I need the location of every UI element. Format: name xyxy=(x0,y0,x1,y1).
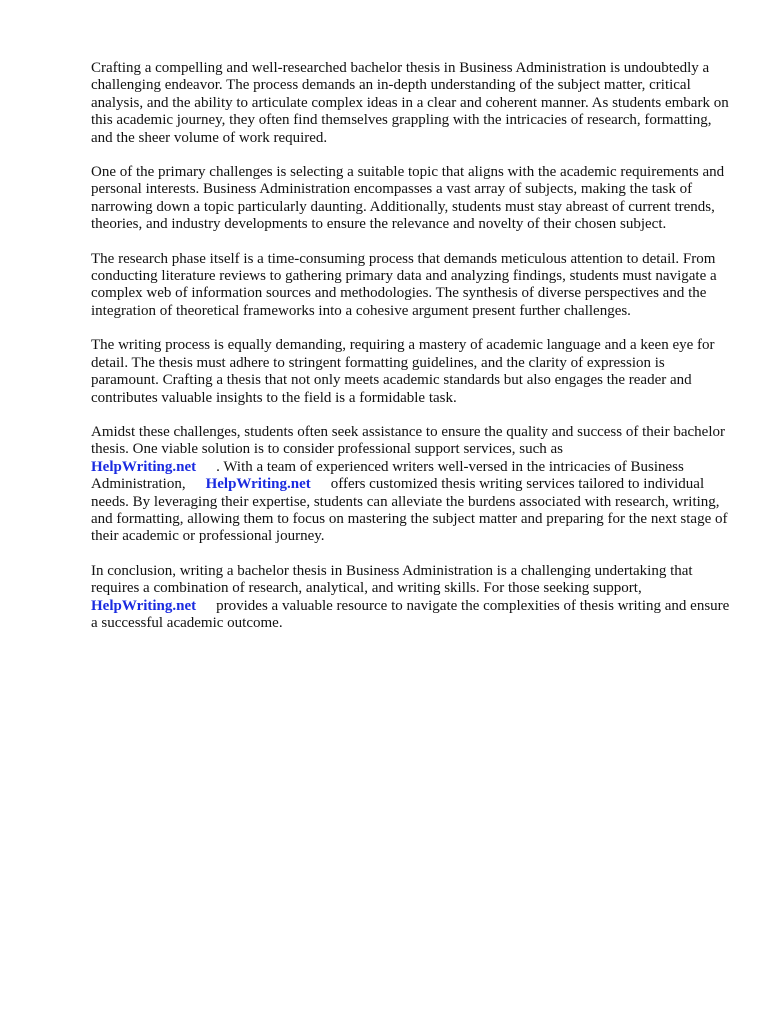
assistance-text-start: Amidst these challenges, students often seek assistance to ensure the quality and success of their bachelor thesis. One viable solution is to consider professional support services, such as xyxy=(91,423,725,458)
paragraph-conclusion xyxy=(91,563,731,633)
assistance-text-middle: . With a team of experienced writers well-versed in the intricacies of Business Administration, xyxy=(91,458,684,493)
assistance-text-end: offers customized thesis writing services tailored to individual needs. By leveraging their expertise, students can alleviate the burdens associated with research, writing, and formatting, allowing them to focus on mastering the subject matter and preparing for the next stage of their academic or professional journey. xyxy=(91,476,728,545)
paragraph-research-phase: The research phase itself is a time-consuming process that demands meticulous attention to detail. From conducting literature reviews to gathering primary data and analyzing findings, students must navigate a complex web of information sources and methodologies. The synthesis of diverse perspectives and the integration of theoretical frameworks into a cohesive argument present further challenges. xyxy=(91,250,717,319)
conclusion-text-start: In conclusion, writing a bachelor thesis in Business Administration is a challenging undertaking that requires a combination of research, analytical, and writing skills. For those seeking support, xyxy=(91,562,693,597)
paragraph-writing-process: The writing process is equally demanding, requiring a mastery of academic language and a keen eye for detail. The thesis must adhere to stringent formatting guidelines, and the clarity of expression is paramount. Crafting a thesis that not only meets academic standards but also engages the reader and contributes valuable insights to the field is a formidable task. xyxy=(91,337,715,406)
paragraph-intro: Crafting a compelling and well-researched bachelor thesis in Business Administration is undoubtedly a challenging endeavor. The process demands an in-depth understanding of the subject matter, critical analysis, and the ability to articulate complex ideas in a clear and coherent manner. As students embark on this academic journey, they often find themselves grappling with the intricacies of research, formatting, and the sheer volume of work required. xyxy=(91,60,729,146)
helpwriting-link[interactable]: HelpWriting.net xyxy=(205,476,311,493)
helpwriting-link[interactable]: HelpWriting.net xyxy=(91,458,197,475)
document-body xyxy=(91,60,731,649)
helpwriting-link[interactable]: HelpWriting.net xyxy=(91,597,197,614)
conclusion-text-end: provides a valuable resource to navigate the complexities of thesis writing and ensure a successful academic outcome. xyxy=(91,597,730,631)
paragraph-topic-selection: One of the primary challenges is selecting a suitable topic that aligns with the academic requirements and personal interests. Business Administration encompasses a vast array of subjects, making the task of narrowing down a topic particularly daunting. Additionally, students must stay abreast of current trends, theories, and industry developments to ensure the relevance and novelty of their chosen subject. xyxy=(91,164,725,233)
paragraph-assistance xyxy=(91,424,731,546)
